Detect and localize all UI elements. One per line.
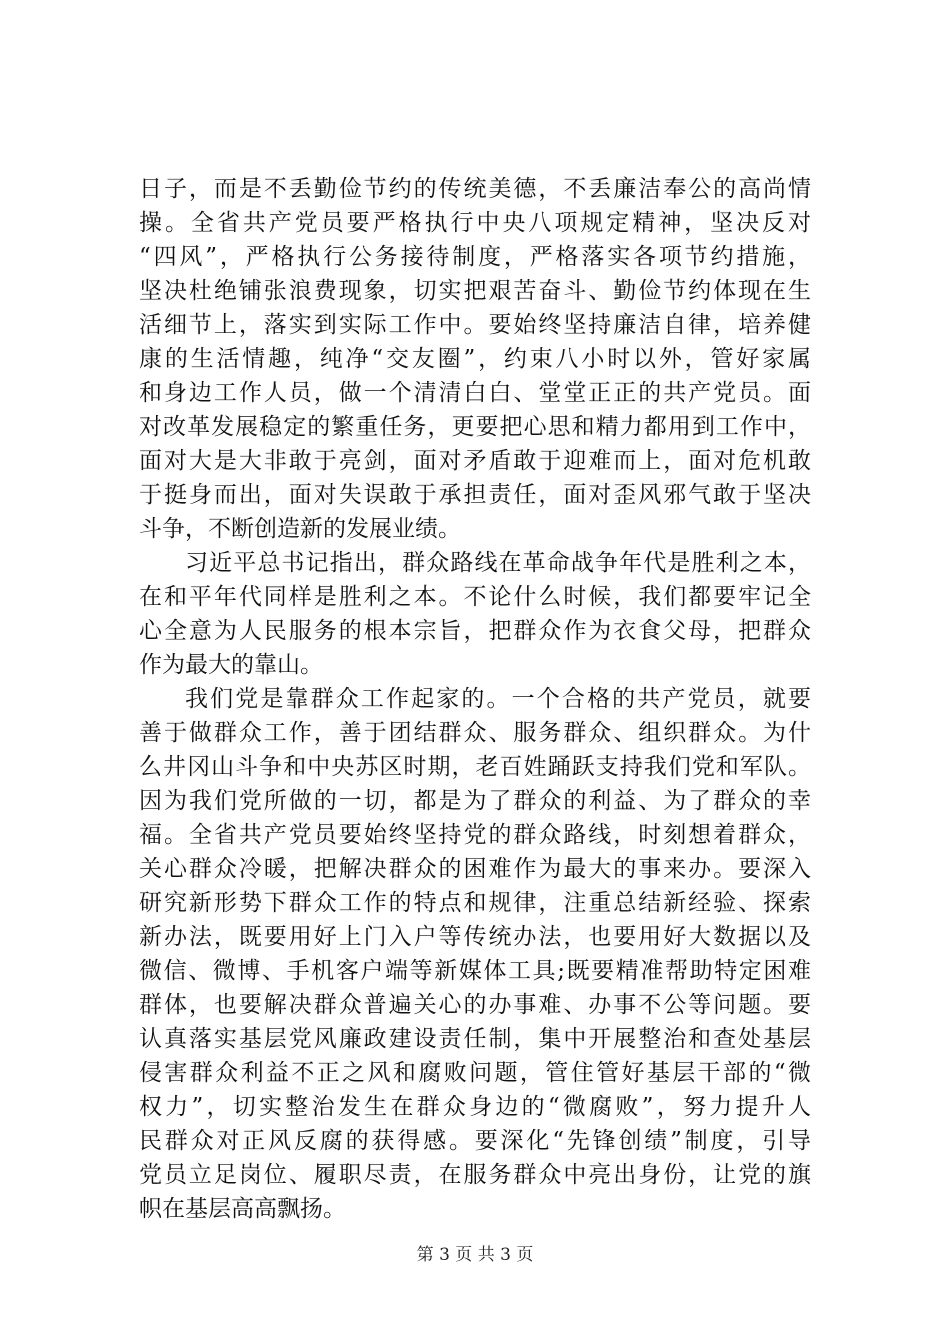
text-line: 权力”，切实整治发生在群众身边的“微腐败”，努力提升人 bbox=[139, 1094, 811, 1120]
paragraph bbox=[139, 546, 811, 682]
text-line: 活细节上，落实到实际工作中。要始终坚持廉洁自律，培养健 bbox=[139, 312, 811, 338]
paragraph bbox=[139, 172, 811, 546]
text-line: 康的生活情趣，纯净“交友圈”，约束八小时以外，管好家属 bbox=[139, 346, 811, 372]
text-line: 帜在基层高高飘扬。 bbox=[139, 1196, 346, 1222]
text-line: 心全意为人民服务的根本宗旨，把群众作为衣食父母，把群众 bbox=[139, 618, 811, 644]
text-line: 因为我们党所做的一切，都是为了群众的利益、为了群众的幸 bbox=[139, 788, 811, 814]
text-line: 日子，而是不丢勤俭节约的传统美德，不丢廉洁奉公的高尚情 bbox=[139, 176, 811, 202]
text-line: 民群众对正风反腐的获得感。要深化“先锋创绩”制度，引导 bbox=[139, 1128, 811, 1154]
text-line: 研究新形势下群众工作的特点和规律，注重总结新经验、探索 bbox=[139, 890, 811, 916]
text-line: 斗争，不断创造新的发展业绩。 bbox=[139, 516, 461, 542]
text-line: 对改革发展稳定的繁重任务，更要把心思和精力都用到工作中， bbox=[139, 414, 811, 440]
text-line: 操。全省共产党员要严格执行中央八项规定精神，坚决反对 bbox=[139, 210, 811, 236]
text-line: 面对大是大非敢于亮剑，面对矛盾敢于迎难而上，面对危机敢 bbox=[139, 448, 811, 474]
text-line: 在和平年代同样是胜利之本。不论什么时候，我们都要牢记全 bbox=[139, 584, 811, 610]
text-line: 善于做群众工作，善于团结群众、服务群众、组织群众。为什 bbox=[139, 720, 811, 746]
text-line: 作为最大的靠山。 bbox=[139, 652, 323, 678]
text-line: 党员立足岗位、履职尽责，在服务群众中亮出身份，让党的旗 bbox=[139, 1162, 811, 1188]
text-line: 侵害群众利益不正之风和腐败问题，管住管好基层干部的“微 bbox=[139, 1060, 811, 1086]
text-line: 坚决杜绝铺张浪费现象，切实把艰苦奋斗、勤俭节约体现在生 bbox=[139, 278, 811, 304]
document-body bbox=[139, 172, 811, 1226]
paragraph bbox=[139, 682, 811, 1226]
text-line: 关心群众冷暖，把解决群众的困难作为最大的事来办。要深入 bbox=[139, 856, 811, 882]
text-line: 福。全省共产党员要始终坚持党的群众路线，时刻想着群众， bbox=[139, 822, 811, 848]
text-line: 么井冈山斗争和中央苏区时期，老百姓踊跃支持我们党和军队。 bbox=[139, 754, 811, 780]
page-footer: 第 3 页 共 3 页 bbox=[416, 1245, 534, 1265]
text-line: 群体，也要解决群众普遍关心的办事难、办事不公等问题。要 bbox=[139, 992, 811, 1018]
text-line: 于挺身而出，面对失误敢于承担责任，面对歪风邪气敢于坚决 bbox=[139, 482, 811, 508]
text-line: 认真落实基层党风廉政建设责任制，集中开展整治和查处基层 bbox=[139, 1026, 811, 1052]
text-line: 我们党是靠群众工作起家的。一个合格的共产党员，就要 bbox=[185, 686, 811, 712]
text-line: 和身边工作人员，做一个清清白白、堂堂正正的共产党员。面 bbox=[139, 380, 811, 406]
text-line: 习近平总书记指出，群众路线在革命战争年代是胜利之本， bbox=[185, 550, 811, 576]
text-line: “四风”，严格执行公务接待制度，严格落实各项节约措施， bbox=[139, 244, 811, 270]
text-line: 新办法，既要用好上门入户等传统办法，也要用好大数据以及 bbox=[139, 924, 811, 950]
text-line: 微信、微博、手机客户端等新媒体工具;既要精准帮助特定困难 bbox=[139, 958, 811, 984]
